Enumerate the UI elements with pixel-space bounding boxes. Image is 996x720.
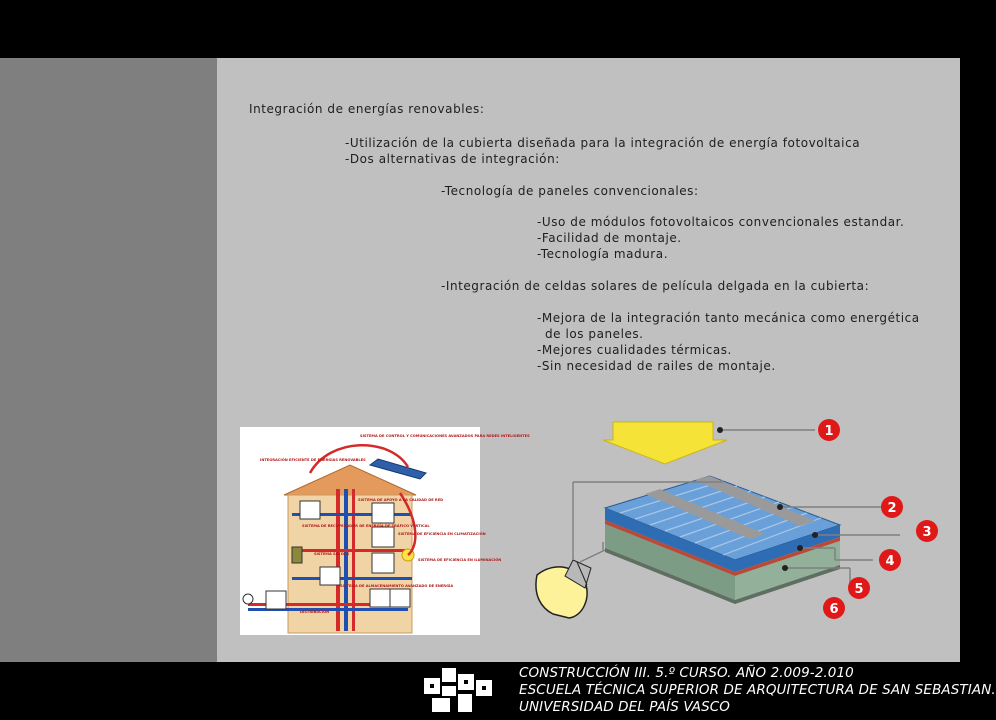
label-control-system: SISTEMA DE CONTROL Y COMUNICACIONES AVANZADOS PARA REDES INTELIGENTES [360,434,530,438]
left-strip [0,58,217,662]
marker-4: 4 [885,554,895,569]
marker-5: 5 [854,582,864,597]
house-energy-diagram [240,427,530,635]
marker-2: 2 [887,501,897,516]
top-bar [0,0,960,58]
item-better-integration: -Mejora de la integración tanto mecánica como energética [537,311,920,325]
item-standard-modules: -Uso de módulos fotovoltaicos convencionales estandar. [537,215,905,229]
marker-1: 1 [824,424,834,439]
sub-thin-film: -Integración de celdas solares de película delgada en la cubierta: [441,279,870,293]
item-easy-mounting: -Facilidad de montaje. [537,231,682,245]
label-distribution: DISTRIBUCIÓN [300,610,330,614]
upv-ehu-logo [418,664,498,716]
marker-6: 6 [829,602,839,617]
bullet-roof-integration: -Utilización de la cubierta diseñada para la integración de energía fotovoltaica [345,136,861,150]
label-lighting-efficiency: SISTEMA DE EFICIENCIA EN ILUMINACIÓN [418,558,502,562]
label-vertical-traffic: SISTEMA DE RECUPERADOR DE ENERGÍA DE TRÁFICO VERTICAL [302,524,430,528]
label-grid-quality: SISTEMA DE APOYO A LA CALIDAD DE RED [358,498,444,502]
label-energy-storage: SISTEMA DE ALMACENAMIENTO AVANZADO DE ENERGÍA [340,584,454,588]
down-arrow-icon [603,422,727,464]
footer-school: ESCUELA TÉCNICA SUPERIOR DE ARQUITECTURA DE SAN SEBASTIAN. [519,682,996,698]
label-climate-efficiency: SISTEMA DE EFICIENCIA EN CLIMATIZACIÓN [398,532,486,536]
label-sai-dps: SISTEMA SAI DPS [314,552,350,556]
item-no-rails: -Sin necesidad de railes de montaje. [537,359,776,373]
item-better-integration-cont: de los paneles. [545,327,644,341]
footer-university: UNIVERSIDAD DEL PAÍS VASCO [519,699,731,715]
marker-3: 3 [922,525,932,540]
item-mature-tech: -Tecnología madura. [537,247,669,261]
slide-heading: Integración de energías renovables: [249,102,485,116]
label-renewable-integration: INTEGRACIÓN EFICIENTE DE ENERGÍAS RENOVABLES [260,458,366,462]
solar-panel-layers-diagram [495,410,955,645]
sub-conventional-panels: -Tecnología de paneles convencionales: [441,184,699,198]
bullet-two-alternatives: -Dos alternativas de integración: [345,152,560,166]
footer-course: CONSTRUCCIÓN III. 5.º CURSO. AÑO 2.009-2.010 [519,665,854,681]
item-thermal-qualities: -Mejores cualidades térmicas. [537,343,732,357]
